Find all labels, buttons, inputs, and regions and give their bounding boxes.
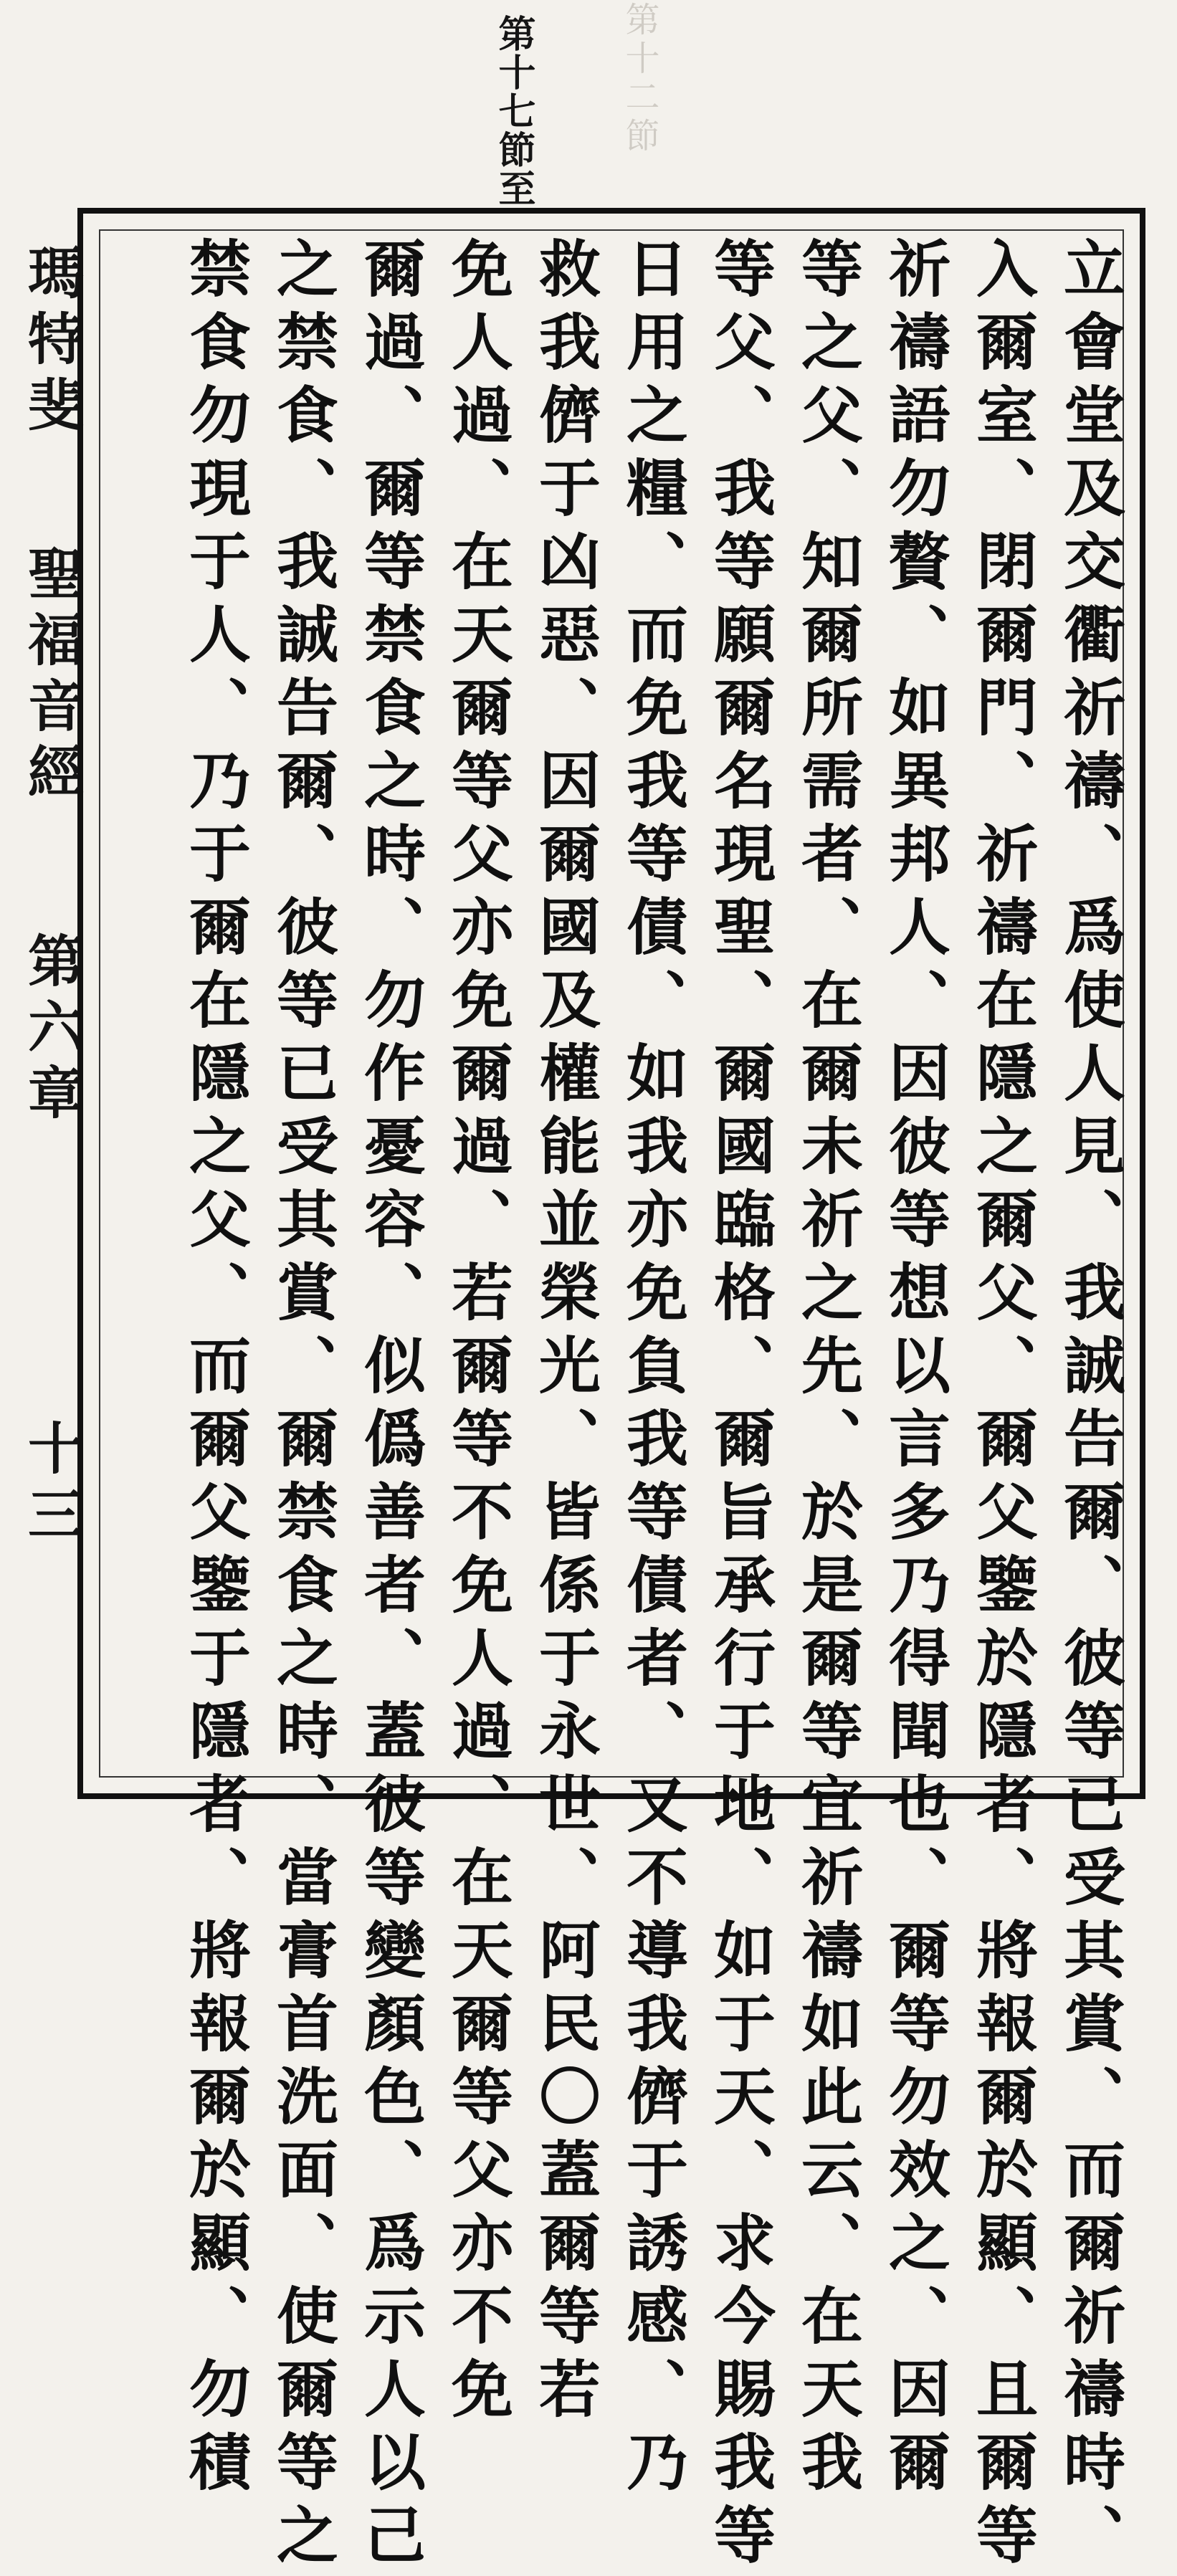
text-column: 等父、我等願爾名現聖、爾國臨格、爾旨承行于地、如于天、求今賜我等	[703, 237, 776, 2576]
text-column: 入爾室、閉爾門、祈禱在隱之爾父、爾父鑒於隱者、將報爾於顯、且爾等	[966, 237, 1038, 2576]
text-column: 救我儕于凶惡、因爾國及權能並榮光、皆係于永世、阿民〇蓋爾等若	[528, 237, 601, 2430]
running-head: 第十七節至	[492, 14, 535, 208]
text-column: 日用之糧、而免我等債、如我亦免負我等債者、又不導我儕于誘感、乃	[616, 237, 688, 2503]
show-through-text: 第十二節	[619, 1, 659, 156]
text-column: 禁食勿現于人、乃于爾在隱之父、而爾父鑒于隱者、將報爾於顯、勿積	[178, 237, 251, 2503]
chapter-label: 第六章	[19, 932, 84, 1130]
text-column: 祈禱語勿贅、如異邦人、因彼等想以言多乃得聞也、爾等勿效之、因爾	[878, 237, 950, 2503]
page-number: 十三	[19, 1419, 84, 1551]
text-column: 等之父、知爾所需者、在爾未祈之先、於是爾等宜祈禱如此云、在天我	[791, 237, 863, 2503]
scripture-text	[100, 237, 1133, 2576]
text-column: 爾過、爾等禁食之時、勿作憂容、似僞善者、蓋彼等變顏色、爲示人以己	[353, 237, 426, 2576]
text-column: 免人過、在天爾等父亦免爾過、若爾等不免人過、在天爾等父亦不免	[441, 237, 513, 2430]
text-column: 立會堂及交衢祈禱、爲使人見、我誠告爾、彼等已受其賞、而爾祈禱時、	[1053, 237, 1125, 2576]
book-title: 瑪特斐	[19, 244, 84, 442]
text-column: 之禁食、我誠告爾、彼等已受其賞、爾禁食之時、當膏首洗面、使爾等之	[266, 237, 338, 2576]
gospel-title: 聖福音經	[19, 545, 84, 808]
